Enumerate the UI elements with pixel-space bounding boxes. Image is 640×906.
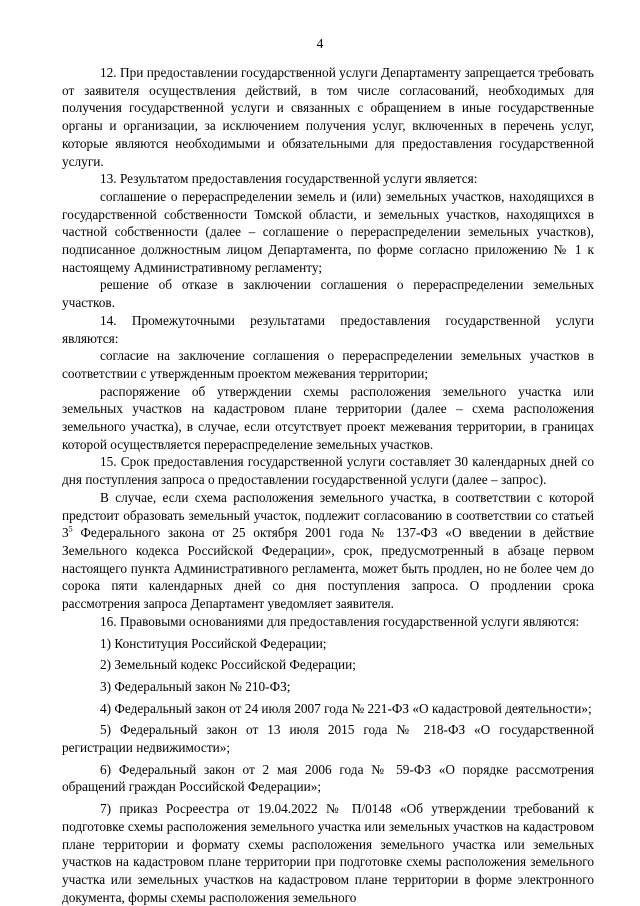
paragraph-16: 16. Правовыми основаниями для предоставления государственной услуги являются:	[100, 613, 580, 629]
list-item-land-code: 2) Земельный кодекс Российской Федерации;	[100, 657, 356, 673]
paragraph-15: 15. Срок предоставления государственной услуги составляет 30 календарных дней со дня поступления запроса о предоставлении государственной услуги (далее – запрос).	[62, 454, 594, 488]
paragraph-15-extension-end: Федерального закона от 25 октября 2001 года № 137-ФЗ «О введении в действие Земельного кодекса Российской Федерации», срок, предусмотренный в абзаце первом настоящего пункта Административного регламента, может быть продлен, но не более чем до сорока пяти календарных дней со дня поступления запроса. О продлении срока рассмотрения запроса Департамент уведомляет заявителя.	[62, 525, 594, 612]
article-superscript: 5	[68, 524, 73, 534]
paragraph-15-extension-start: В случае, если схема расположения земельного участка, в соответствии с которой предстоит образовать земельный участок, подлежит согласованию в соответствии со статьей 3	[62, 489, 594, 541]
list-item-law-218: 5) Федеральный закон от 13 июля 2015 года № 218-ФЗ «О государственной регистрации недвижимости»;	[62, 722, 594, 756]
paragraph-13: 13. Результатом предоставления государственной услуги является:	[100, 171, 478, 187]
paragraph-14: 14. Промежуточными результатами предоставления государственной услуги являются:	[62, 312, 594, 346]
paragraph-15-extension	[62, 489, 594, 613]
paragraph-13-result-refusal: решение об отказе в заключении соглашения о перераспределении земельных участков.	[62, 277, 594, 311]
list-item-law-210: 3) Федеральный закон № 210-ФЗ;	[100, 678, 291, 694]
list-item-constitution: 1) Конституция Российской Федерации;	[100, 635, 327, 651]
paragraph-14-consent: согласие на заключение соглашения о перераспределении земельных участков в соответствии с утвержденным проектом межевания территории;	[62, 348, 594, 381]
list-item-law-59: 6) Федеральный закон от 2 мая 2006 года № 59-ФЗ «О порядке рассмотрения обращений граждан Российской Федерации»;	[62, 761, 594, 795]
document-body	[62, 64, 594, 906]
list-item-rosreestr-order: 7) приказ Росреестра от 19.04.2022 № П/0148 «Об утверждении требований к подготовке схемы расположения земельного участка или земельных участков на кадастровом плане территории и формату схемы расположения земельного участка или земельных участков на кадастровом плане территории при подготовке схемы расположения земельного участка или земельных участков на кадастровом плане территории в форме электронного документа, формы схемы расположения земельного	[62, 801, 594, 905]
list-item-law-221: 4) Федеральный закон от 24 июля 2007 года № 221-ФЗ «О кадастровой деятельности»;	[100, 700, 592, 716]
page-number: 4	[316, 36, 324, 51]
paragraph-13-result-agreement: соглашение о перераспределении земель и (или) земельных участков, находящихся в государственной собственности Томской области, и земельных участков, находящихся в частной собственности (далее – соглашение о перераспределении земельных участков), подписанное должностным лицом Департамента, по форме согласно приложению № 1 к настоящему Административному регламенту;	[62, 188, 594, 275]
paragraph-12: 12. При предоставлении государственной услуги Департаменту запрещается требовать от заявителя осуществления действий, в том числе согласований, необходимых для получения государственной услуги и связанных с обращением в иные государственные органы и организации, за исключением получения услуг, включенных в перечень услуг, которые являются необходимыми и обязательными для предоставления государственной услуги.	[62, 65, 594, 169]
paragraph-14-order: распоряжение об утверждении схемы расположения земельного участка или земельных участков на кадастровом плане территории (далее – схема расположения земельного участка), в случае, если отсутствует проект межевания территории, в границах которой осуществляется перераспределение земельных участков.	[62, 383, 594, 452]
